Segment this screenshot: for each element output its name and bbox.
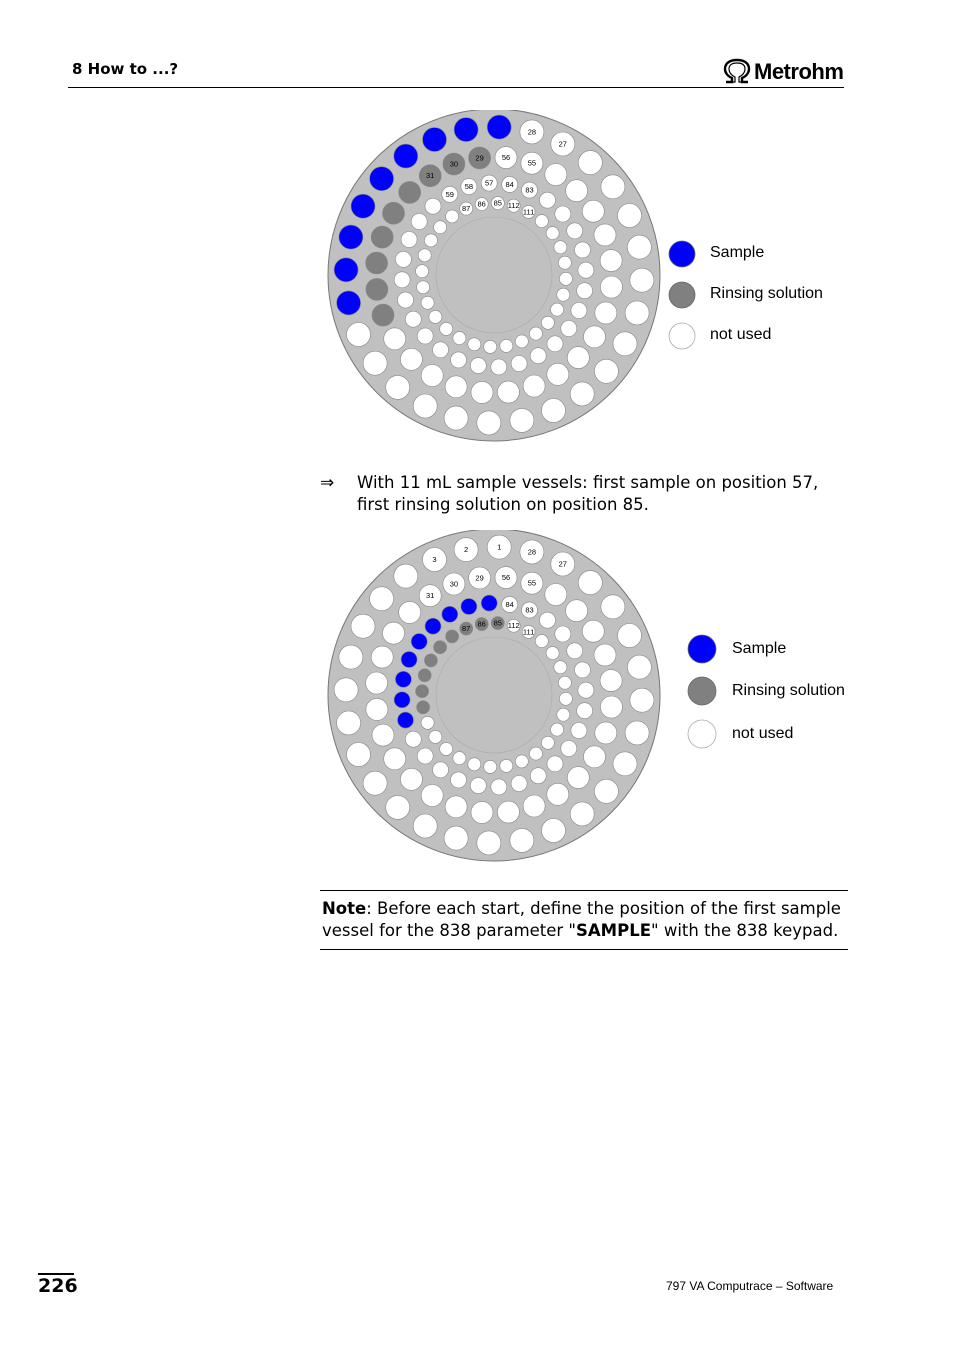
vessel-position (625, 721, 649, 745)
vessel-position (461, 599, 477, 615)
position-label: 29 (475, 153, 484, 163)
vessel-position (424, 234, 437, 247)
vessel-position (440, 322, 453, 335)
vessel-position (541, 316, 554, 329)
position-label: 1 (497, 542, 502, 552)
vessel-position (595, 302, 617, 324)
vessel-position (337, 711, 361, 735)
legend-not-used-label: not used (732, 725, 794, 742)
position-label: 28 (527, 547, 537, 557)
vessel-position (582, 200, 604, 222)
section-title: 8 How to ...? (72, 60, 179, 78)
vessel-position (630, 268, 654, 292)
logo-text: Metrohm (754, 59, 844, 84)
vessel-position (395, 251, 411, 267)
vessel-position (578, 151, 602, 175)
vessel-position (557, 708, 570, 721)
legend-sample-swatch (688, 635, 716, 663)
vessel-position (394, 272, 410, 288)
position-label: 58 (464, 182, 474, 191)
vessel-position (405, 731, 421, 747)
vessel-position (339, 645, 363, 669)
position-label: 85 (493, 198, 502, 208)
page-number: 226 (38, 1275, 78, 1297)
position-label: 84 (505, 599, 514, 609)
note-text-after: " with the 838 keypad. (650, 921, 839, 940)
legend-not-used-label: not used (710, 326, 772, 343)
vessel-position (481, 595, 497, 611)
vessel-position (551, 723, 564, 736)
vessel-position (434, 641, 447, 654)
vessel-position (575, 662, 591, 678)
vessel-position (575, 242, 591, 258)
vessel-position (417, 281, 430, 294)
position-label: 111 (522, 207, 535, 217)
vessel-position (530, 348, 546, 364)
vessel-position (421, 716, 434, 729)
vessel-position (351, 194, 375, 218)
vessel-position (411, 214, 427, 230)
vessel-position (497, 801, 519, 823)
vessel-position (484, 340, 497, 353)
vessel-position (529, 747, 542, 760)
position-label: 3 (432, 555, 437, 564)
vessel-position (444, 406, 468, 430)
vessel-position (366, 672, 388, 694)
vessel-position (453, 752, 466, 765)
rack-center (436, 637, 552, 753)
vessel-position (546, 227, 559, 240)
vessel-position (594, 224, 616, 246)
position-label: 57 (485, 178, 494, 188)
legend-not-used-swatch (688, 720, 716, 748)
position-label: 86 (477, 619, 486, 629)
legend-sample-swatch (669, 241, 695, 267)
vessel-position (433, 342, 449, 358)
vessel-position (451, 352, 467, 368)
vessel-position (510, 408, 534, 432)
vessel-position (511, 356, 527, 372)
vessel-position (334, 678, 358, 702)
vessel-position (445, 376, 467, 398)
vessel-position (386, 795, 410, 819)
vessel-position (555, 626, 571, 642)
vessel-position (371, 226, 393, 248)
vessel-position (416, 685, 429, 698)
note-text-before: : Before each start, define the position of the first sample vessel for the 838 parameter " (322, 899, 841, 940)
note-label: Note (322, 899, 367, 918)
position-label: 84 (505, 179, 514, 189)
vessel-position (451, 772, 467, 788)
vessel-position (547, 756, 563, 772)
vessel-position (471, 381, 493, 403)
vessel-position (571, 723, 587, 739)
vessel-position (570, 802, 594, 826)
vessel-position (561, 741, 577, 757)
position-label: 83 (525, 185, 534, 195)
vessel-position (515, 755, 528, 768)
vessel-position (433, 762, 449, 778)
position-label: 59 (445, 189, 454, 199)
vessel-position (618, 204, 642, 228)
vessel-position (535, 635, 548, 648)
vessel-position (566, 180, 588, 202)
vessel-position (471, 801, 493, 823)
vessel-position (371, 646, 393, 668)
position-label: 111 (522, 627, 535, 637)
vessel-position (594, 359, 618, 383)
rack-diagram-2 (320, 530, 880, 890)
vessel-position (571, 303, 587, 319)
vessel-position (394, 564, 418, 588)
vessel-position (421, 785, 443, 807)
vessel-position (363, 351, 387, 375)
vessel-position (558, 256, 571, 269)
vessel-position (445, 796, 467, 818)
vessel-position (401, 652, 417, 668)
note-param: SAMPLE (576, 921, 651, 940)
position-label: 31 (426, 591, 435, 601)
vessel-position (618, 624, 642, 648)
vessel-position (625, 301, 649, 325)
vessel-position (545, 584, 567, 606)
vessel-position (423, 128, 447, 152)
position-label: 2 (464, 545, 469, 555)
vessel-position (487, 115, 511, 139)
legend-rinsing-swatch (688, 677, 716, 705)
vessel-position (510, 828, 534, 852)
vessel-position (546, 647, 559, 660)
vessel-position (595, 722, 617, 744)
vessel-position (577, 283, 593, 299)
vessel-position (497, 381, 519, 403)
vessel-position (366, 278, 388, 300)
vessel-position (500, 339, 513, 352)
vessel-position (551, 303, 564, 316)
vessel-position (453, 332, 466, 345)
vessel-position (554, 661, 567, 674)
vessel-position (470, 358, 486, 374)
vessel-position (417, 328, 433, 344)
vessel-position (559, 272, 572, 285)
vessel-position (477, 411, 501, 435)
vessel-position (383, 202, 405, 224)
vessel-position (383, 622, 405, 644)
rack-diagram-1 (320, 110, 880, 470)
vessel-position (559, 692, 572, 705)
vessel-position (627, 655, 651, 679)
vessel-position (366, 252, 388, 274)
vessel-position (627, 235, 651, 259)
vessel-position (417, 701, 430, 714)
vessel-position (418, 669, 431, 682)
vessel-position (578, 571, 602, 595)
vessel-position (545, 164, 567, 186)
vessel-position (547, 363, 569, 385)
vessel-position (530, 768, 546, 784)
vessel-position (405, 311, 421, 327)
vessel-position (398, 712, 414, 728)
vessel-position (425, 198, 441, 214)
vessel-position (594, 644, 616, 666)
vessel-position (584, 746, 606, 768)
vessel-position (394, 144, 418, 168)
vessel-position (535, 215, 548, 228)
position-label: 87 (462, 624, 471, 634)
vessel-position (395, 671, 411, 687)
vessel-position (554, 241, 567, 254)
position-label: 55 (527, 158, 537, 168)
vessel-position (425, 618, 441, 634)
vessel-position (400, 768, 422, 790)
vessel-position (347, 323, 371, 347)
vessel-position (370, 167, 394, 191)
vessel-position (429, 730, 442, 743)
vessel-position (601, 595, 625, 619)
vessel-position (351, 614, 375, 638)
vessel-position (523, 795, 545, 817)
vessel-position (400, 348, 422, 370)
vessel-position (413, 394, 437, 418)
vessel-position (421, 296, 434, 309)
vessel-position (547, 336, 563, 352)
vessel-position (416, 265, 429, 278)
vessel-position (394, 692, 410, 708)
position-label: 56 (501, 573, 511, 583)
vessel-position (440, 742, 453, 755)
legend-rinsing-label: Rinsing solution (710, 285, 823, 302)
vessel-position (477, 831, 501, 855)
vessel-position (384, 328, 406, 350)
vessel-position (540, 612, 556, 628)
position-label: 28 (527, 127, 537, 137)
vessel-position (468, 758, 481, 771)
legend-rinsing-label: Rinsing solution (732, 682, 845, 699)
vessel-position (454, 118, 478, 142)
vessel-position (434, 221, 447, 234)
vessel-position (413, 814, 437, 838)
vessel-position (337, 291, 361, 315)
vessel-position (372, 724, 394, 746)
vessel-position (384, 748, 406, 770)
vessel-position (600, 250, 622, 272)
vessel-position (417, 748, 433, 764)
vessel-position (600, 696, 622, 718)
vessel-position (582, 620, 604, 642)
vessel-position (600, 276, 622, 298)
vessel-position (370, 587, 394, 611)
vessel-position (613, 332, 637, 356)
vessel-position (570, 382, 594, 406)
vessel-position (334, 258, 358, 282)
position-label: 55 (527, 578, 537, 588)
position-label: 112 (507, 621, 520, 631)
vessel-position (418, 249, 431, 262)
omega-icon (722, 58, 752, 86)
vessel-position (578, 682, 594, 698)
vessel-position (399, 181, 421, 203)
position-label: 31 (426, 171, 435, 181)
vessel-position (567, 347, 589, 369)
metrohm-logo (722, 58, 846, 86)
vessel-position (446, 210, 459, 223)
vessel-position (491, 359, 507, 375)
vessel-position (511, 776, 527, 792)
legend-not-used-swatch (669, 323, 695, 349)
vessel-position (600, 670, 622, 692)
vessel-position (444, 826, 468, 850)
vessel-position (424, 654, 437, 667)
vessel-position (366, 698, 388, 720)
header-rule (68, 87, 844, 88)
position-label: 87 (462, 204, 471, 214)
vessel-position (529, 327, 542, 340)
vessel-position (577, 703, 593, 719)
vessel-position (601, 175, 625, 199)
vessel-position (558, 676, 571, 689)
vessel-position (347, 743, 371, 767)
vessel-position (547, 783, 569, 805)
vessel-position (401, 232, 417, 248)
instruction-text: With 11 mL sample vessels: first sample on position 57, first rinsing solution on position 85. (357, 473, 819, 514)
vessel-position (446, 630, 459, 643)
vessel-position (566, 600, 588, 622)
vessel-position (578, 262, 594, 278)
vessel-position (484, 760, 497, 773)
arrow-icon: ⇒ (320, 473, 335, 493)
vessel-position (630, 688, 654, 712)
note-box (320, 890, 848, 950)
vessel-position (567, 223, 583, 239)
position-label: 112 (507, 201, 520, 211)
vessel-position (399, 601, 421, 623)
vessel-position (363, 771, 387, 795)
vessel-position (491, 779, 507, 795)
position-label: 83 (525, 605, 534, 615)
vessel-position (540, 192, 556, 208)
vessel-position (613, 752, 637, 776)
position-label: 30 (449, 159, 459, 169)
position-label: 86 (477, 199, 486, 209)
legend-sample-label: Sample (710, 244, 765, 261)
position-label: 85 (493, 618, 502, 628)
vessel-position (398, 292, 414, 308)
vessel-position (542, 399, 566, 423)
vessel-position (557, 288, 570, 301)
vessel-position (567, 767, 589, 789)
vessel-position (555, 206, 571, 222)
legend-rinsing-swatch (669, 282, 695, 308)
vessel-position (594, 779, 618, 803)
position-label: 27 (558, 559, 567, 569)
legend-sample-label: Sample (732, 640, 787, 657)
vessel-position (515, 335, 528, 348)
vessel-position (429, 310, 442, 323)
vessel-position (542, 819, 566, 843)
vessel-position (372, 304, 394, 326)
vessel-position (468, 338, 481, 351)
rack-center (436, 217, 552, 333)
position-label: 29 (475, 573, 484, 583)
vessel-position (523, 375, 545, 397)
vessel-position (500, 759, 513, 772)
vessel-position (386, 375, 410, 399)
vessel-position (339, 225, 363, 249)
note-text (322, 898, 846, 942)
footer-product: 797 VA Computrace – Software (666, 1279, 834, 1293)
vessel-position (541, 736, 554, 749)
position-label: 30 (449, 579, 459, 589)
vessel-position (561, 321, 577, 337)
vessel-position (411, 634, 427, 650)
vessel-position (421, 365, 443, 387)
vessel-position (442, 606, 458, 622)
vessel-position (567, 643, 583, 659)
position-label: 56 (501, 153, 511, 163)
vessel-position (584, 326, 606, 348)
position-label: 27 (558, 139, 567, 149)
vessel-position (470, 778, 486, 794)
